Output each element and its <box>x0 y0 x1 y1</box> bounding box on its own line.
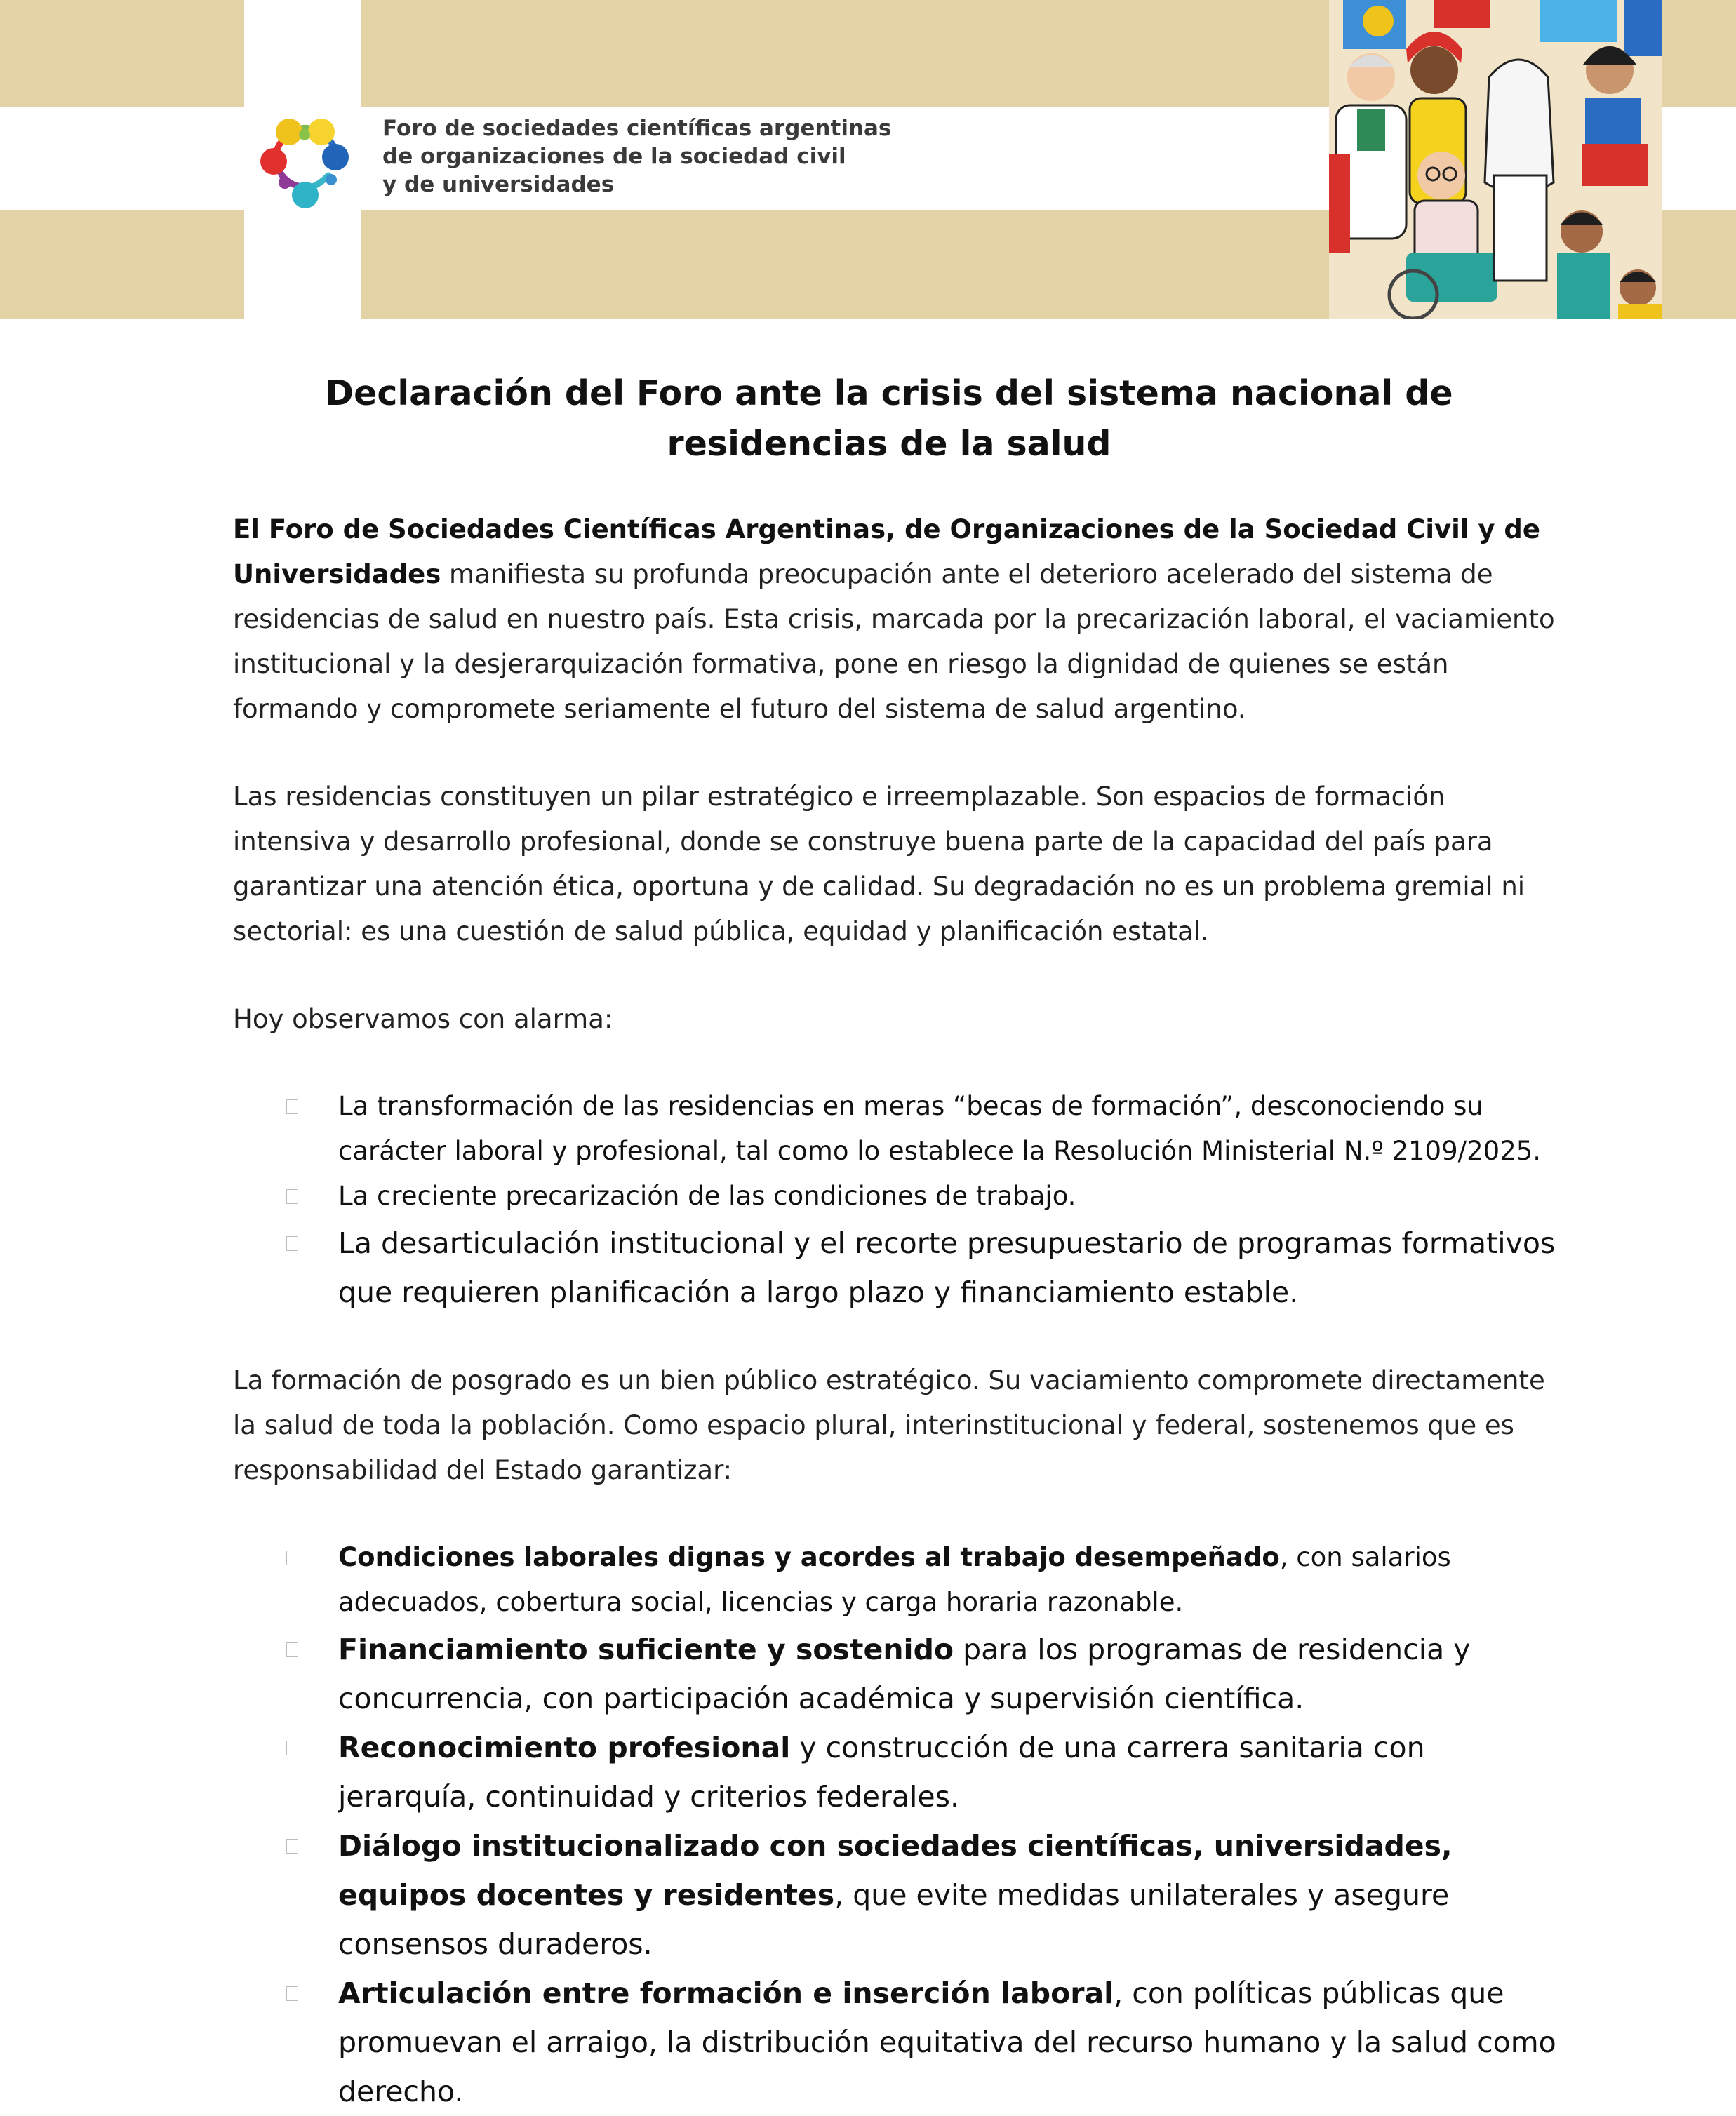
demand-item-bold: Condiciones laborales dignas y acordes al trabajo desempeñado <box>338 1542 1280 1572</box>
intro-paragraph <box>233 507 1566 732</box>
bullet-box-icon <box>286 1189 298 1204</box>
paragraph-3: Hoy observamos con alarma: <box>233 1004 613 1034</box>
bullet-box-icon <box>286 1236 298 1251</box>
demand-item-2 <box>233 1625 1566 1723</box>
document-title: Declaración del Foro ante la crisis del sistema nacional de residencias de la salud <box>325 373 1453 464</box>
org-name-line-1: Foro de sociedades científicas argentinas <box>382 116 892 141</box>
foro-logo <box>246 105 365 210</box>
demand-item-text: , con salarios adecuados, cobertura social, licencias y carga horaria razonable. <box>338 1542 1451 1617</box>
demand-item-bold: Diálogo institucionalizado con sociedades científicas, universidades, equipos docentes y residentes <box>338 1829 1453 1912</box>
intro-bold-text: El Foro de Sociedades Científicas Argentinas, de Organizaciones de la Sociedad Civil y de Universidades <box>233 514 1540 589</box>
header-banner <box>0 0 1736 319</box>
intro-text: manifiesta su profunda preocupación ante el deterioro acelerado del sistema de residencias de salud en nuestro país. Esta crisis, marcada por la precarización laboral, el vaciamiento institucional y la desjerarquización formativa, pone en riesgo la dignidad de quienes se están formando y compromete seriamente el futuro del sistema de salud argentino. <box>233 559 1555 724</box>
bullet-box-icon <box>286 1741 298 1755</box>
alarm-item-2 <box>233 1174 1566 1219</box>
bullet-box-icon <box>286 1642 298 1657</box>
alarm-item-1 <box>233 1084 1566 1174</box>
demand-item-bold: Financiamiento suficiente y sostenido <box>338 1633 954 1666</box>
demand-item-text: y construcción de una carrera sanitaria con jerarquía, continuidad y criterios federales. <box>338 1731 1425 1814</box>
demand-item-text: , que evite medidas unilaterales y asegure consensos duraderos. <box>338 1878 1450 1961</box>
demand-item-bold: Reconocimiento profesional <box>338 1731 791 1765</box>
demand-list <box>233 1535 1566 2116</box>
people-illustration <box>1329 0 1662 319</box>
organization-name <box>382 114 1014 199</box>
org-name-line-3: y de universidades <box>382 172 615 197</box>
org-name-line-2: de organizaciones de la sociedad civil <box>382 144 846 169</box>
demand-item-bold: Articulación entre formación e inserción laboral <box>338 1976 1114 2010</box>
alarm-item-text: La creciente precarización de las condiciones de trabajo. <box>338 1181 1076 1211</box>
alarm-item-text: La transformación de las residencias en meras “becas de formación”, desconociendo su carácter laboral y profesional, tal como lo establece la Resolución Ministerial N.º 2109/2025. <box>338 1091 1542 1166</box>
bullet-box-icon <box>286 1986 298 2001</box>
demand-item-3 <box>233 1723 1566 1821</box>
demand-item-1 <box>233 1535 1566 1625</box>
demand-item-text: para los programas de residencia y concurrencia, con participación académica y supervisión científica. <box>338 1633 1471 1715</box>
paragraph-2: Las residencias constituyen un pilar estratégico e irreemplazable. Son espacios de formación intensiva y desarrollo profesional, donde se construye buena parte de la capacidad del país para garantizar una atención ética, oportuna y de calidad. Su degradación no es un problema gremial ni sectorial: es una cuestión de salud pública, equidad y planificación estatal. <box>233 782 1525 946</box>
bullet-box-icon <box>286 1099 298 1114</box>
paragraph-4: La formación de posgrado es un bien público estratégico. Su vaciamiento compromete directamente la salud de toda la población. Como espacio plural, interinstitucional y federal, sostenemos que es responsabilidad del Estado garantizar: <box>233 1365 1545 1485</box>
demand-item-text: , con políticas públicas que promuevan el arraigo, la distribución equitativa del recurso humano y la salud como derecho. <box>338 1976 1556 2108</box>
alarm-item-3 <box>233 1219 1566 1317</box>
demand-item-5 <box>233 1969 1566 2116</box>
demand-item-4 <box>233 1821 1566 1969</box>
bullet-box-icon <box>286 1551 298 1565</box>
bullet-box-icon <box>286 1839 298 1854</box>
alarm-list <box>233 1084 1566 1317</box>
alarm-item-text: La desarticulación institucional y el recorte presupuestario de programas formativos que requieren planificación a largo plazo y financiamiento estable. <box>338 1226 1556 1309</box>
